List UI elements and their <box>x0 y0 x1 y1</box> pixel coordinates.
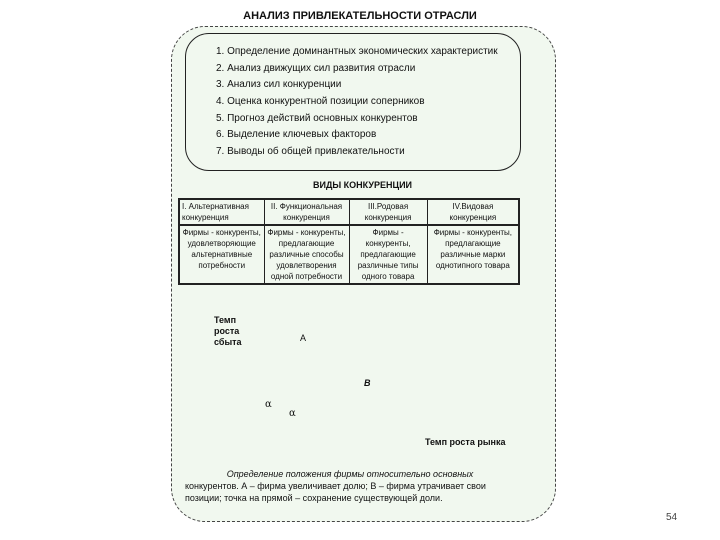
table-cell: Фирмы - конкуренты, удовлетворяющие альтернативные потребности <box>179 225 264 284</box>
table-cell: Фирмы - конкуренты, предлагающие различные типы одного товара <box>349 225 427 284</box>
step-item: 1. Определение доминантных экономических характеристик <box>216 46 498 57</box>
angle-label: α <box>265 399 272 410</box>
page-number: 54 <box>666 512 678 523</box>
y-axis-label: Темп роста сбыта <box>214 315 242 347</box>
figure-caption <box>185 468 515 504</box>
table-cell: Фирмы - конкуренты, предлагающие различные способы удовлетворения одной потребности <box>264 225 349 284</box>
step-item: 7. Выводы об общей привлекательности <box>216 146 405 158</box>
steps-box <box>185 33 521 171</box>
angle-label: α <box>289 408 296 419</box>
table-header: III.Родовая конкуренция <box>349 199 427 225</box>
step-item: 5. Прогноз действий основных конкурентов <box>216 112 418 124</box>
caption-title: Определение положения фирмы относительно основных <box>226 469 474 479</box>
section-subtitle: ВИДЫ КОНКУРЕНЦИИ <box>312 180 413 190</box>
table-cell: Фирмы - конкуренты, предлагающие различные марки однотипного товара <box>427 225 519 284</box>
step-item: 2. Анализ движущих сил развития отрасли <box>216 62 416 74</box>
table-header: IV.Видовая конкуренция <box>427 199 519 225</box>
point-b-label: В <box>364 378 371 388</box>
step-item: 4. Оценка конкурентной позиции соперников <box>216 96 425 108</box>
competition-table <box>178 198 520 285</box>
step-item: 6. Выделение ключевых факторов <box>216 129 377 141</box>
table-header: I. Альтернативная конкуренция <box>179 199 264 225</box>
table-header: II. Функциональная конкуренция <box>264 199 349 225</box>
caption-text: конкурентов. А – фирма увеличивает долю; В – фирма утрачивает свои позиции; точка на прямой – сохранение существующей доли. <box>185 481 486 503</box>
point-a-label: А <box>300 333 307 343</box>
x-axis-label: Темп роста рынка <box>425 437 506 447</box>
step-item: 3. Анализ сил конкуренции <box>216 79 342 91</box>
slide-title: АНАЛИЗ ПРИВЛЕКАТЕЛЬНОСТИ ОТРАСЛИ <box>243 10 477 22</box>
